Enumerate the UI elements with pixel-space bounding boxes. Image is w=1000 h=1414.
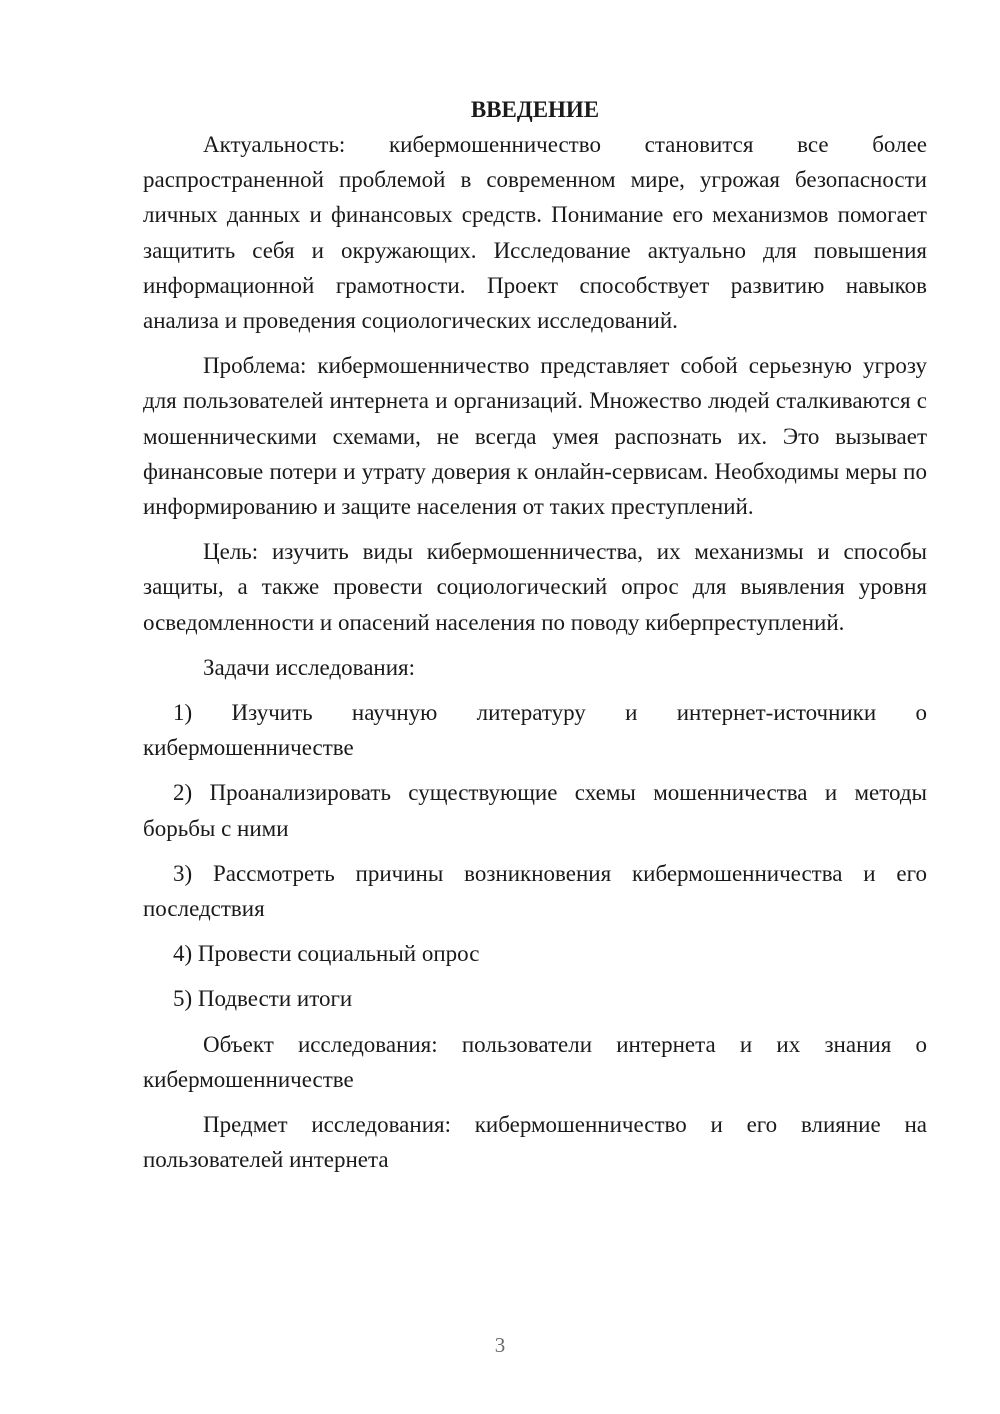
list-item: 5) Подвести итоги bbox=[173, 986, 353, 1012]
paragraph-subject: Предмет исследования: кибермошенничество и его влияние на пользователей интернета bbox=[143, 1112, 927, 1173]
paragraph-object: Объект исследования: пользователи интернета и их знания о кибермошенничестве bbox=[143, 1031, 927, 1092]
page-number: 3 bbox=[494, 1333, 506, 1357]
list-item: 4) Провести социальный опрос bbox=[173, 941, 480, 967]
list-item: 1) Изучить научную литературу и интернет-источники о кибермошенничестве bbox=[143, 700, 927, 761]
paragraph-problem: Проблема: кибермошенничество представляет собой серьезную угрозу для пользователей интернета и организаций. Множество людей сталкиваются с мошенническими схемами, не всегда умея распознать их. Это вызывает финансовые потери и утрату доверия к онлайн-сервисам. Необходимы меры по информированию и защите населения от таких преступлений. bbox=[143, 353, 927, 520]
document-page bbox=[143, 92, 927, 1177]
paragraph-goal: Цель: изучить виды кибермошенничества, их механизмы и способы защиты, а также провести социологический опрос для выявления уровня осведомленности и опасений населения по поводу киберпреступлений. bbox=[143, 539, 927, 635]
page-title: ВВЕДЕНИЕ bbox=[470, 97, 600, 122]
list-item: 3) Рассмотреть причины возникновения кибермошенничества и его последствия bbox=[143, 860, 927, 922]
tasks-heading: Задачи исследования: bbox=[203, 654, 416, 680]
tasks-list bbox=[143, 695, 927, 1017]
paragraph-relevance: Актуальность: кибермошенничество становится все более распространенной проблемой в современном мире, угрожая безопасности личных данных и финансовых средств. Понимание его механизмов помогает защитить себя и окружающих. Исследование актуально для повышения информационной грамотности. Проект способствует развитию навыков анализа и проведения социологических исследований. bbox=[143, 132, 927, 334]
list-item: 2) Проанализировать существующие схемы мошенничества и методы борьбы с ними bbox=[143, 780, 927, 841]
